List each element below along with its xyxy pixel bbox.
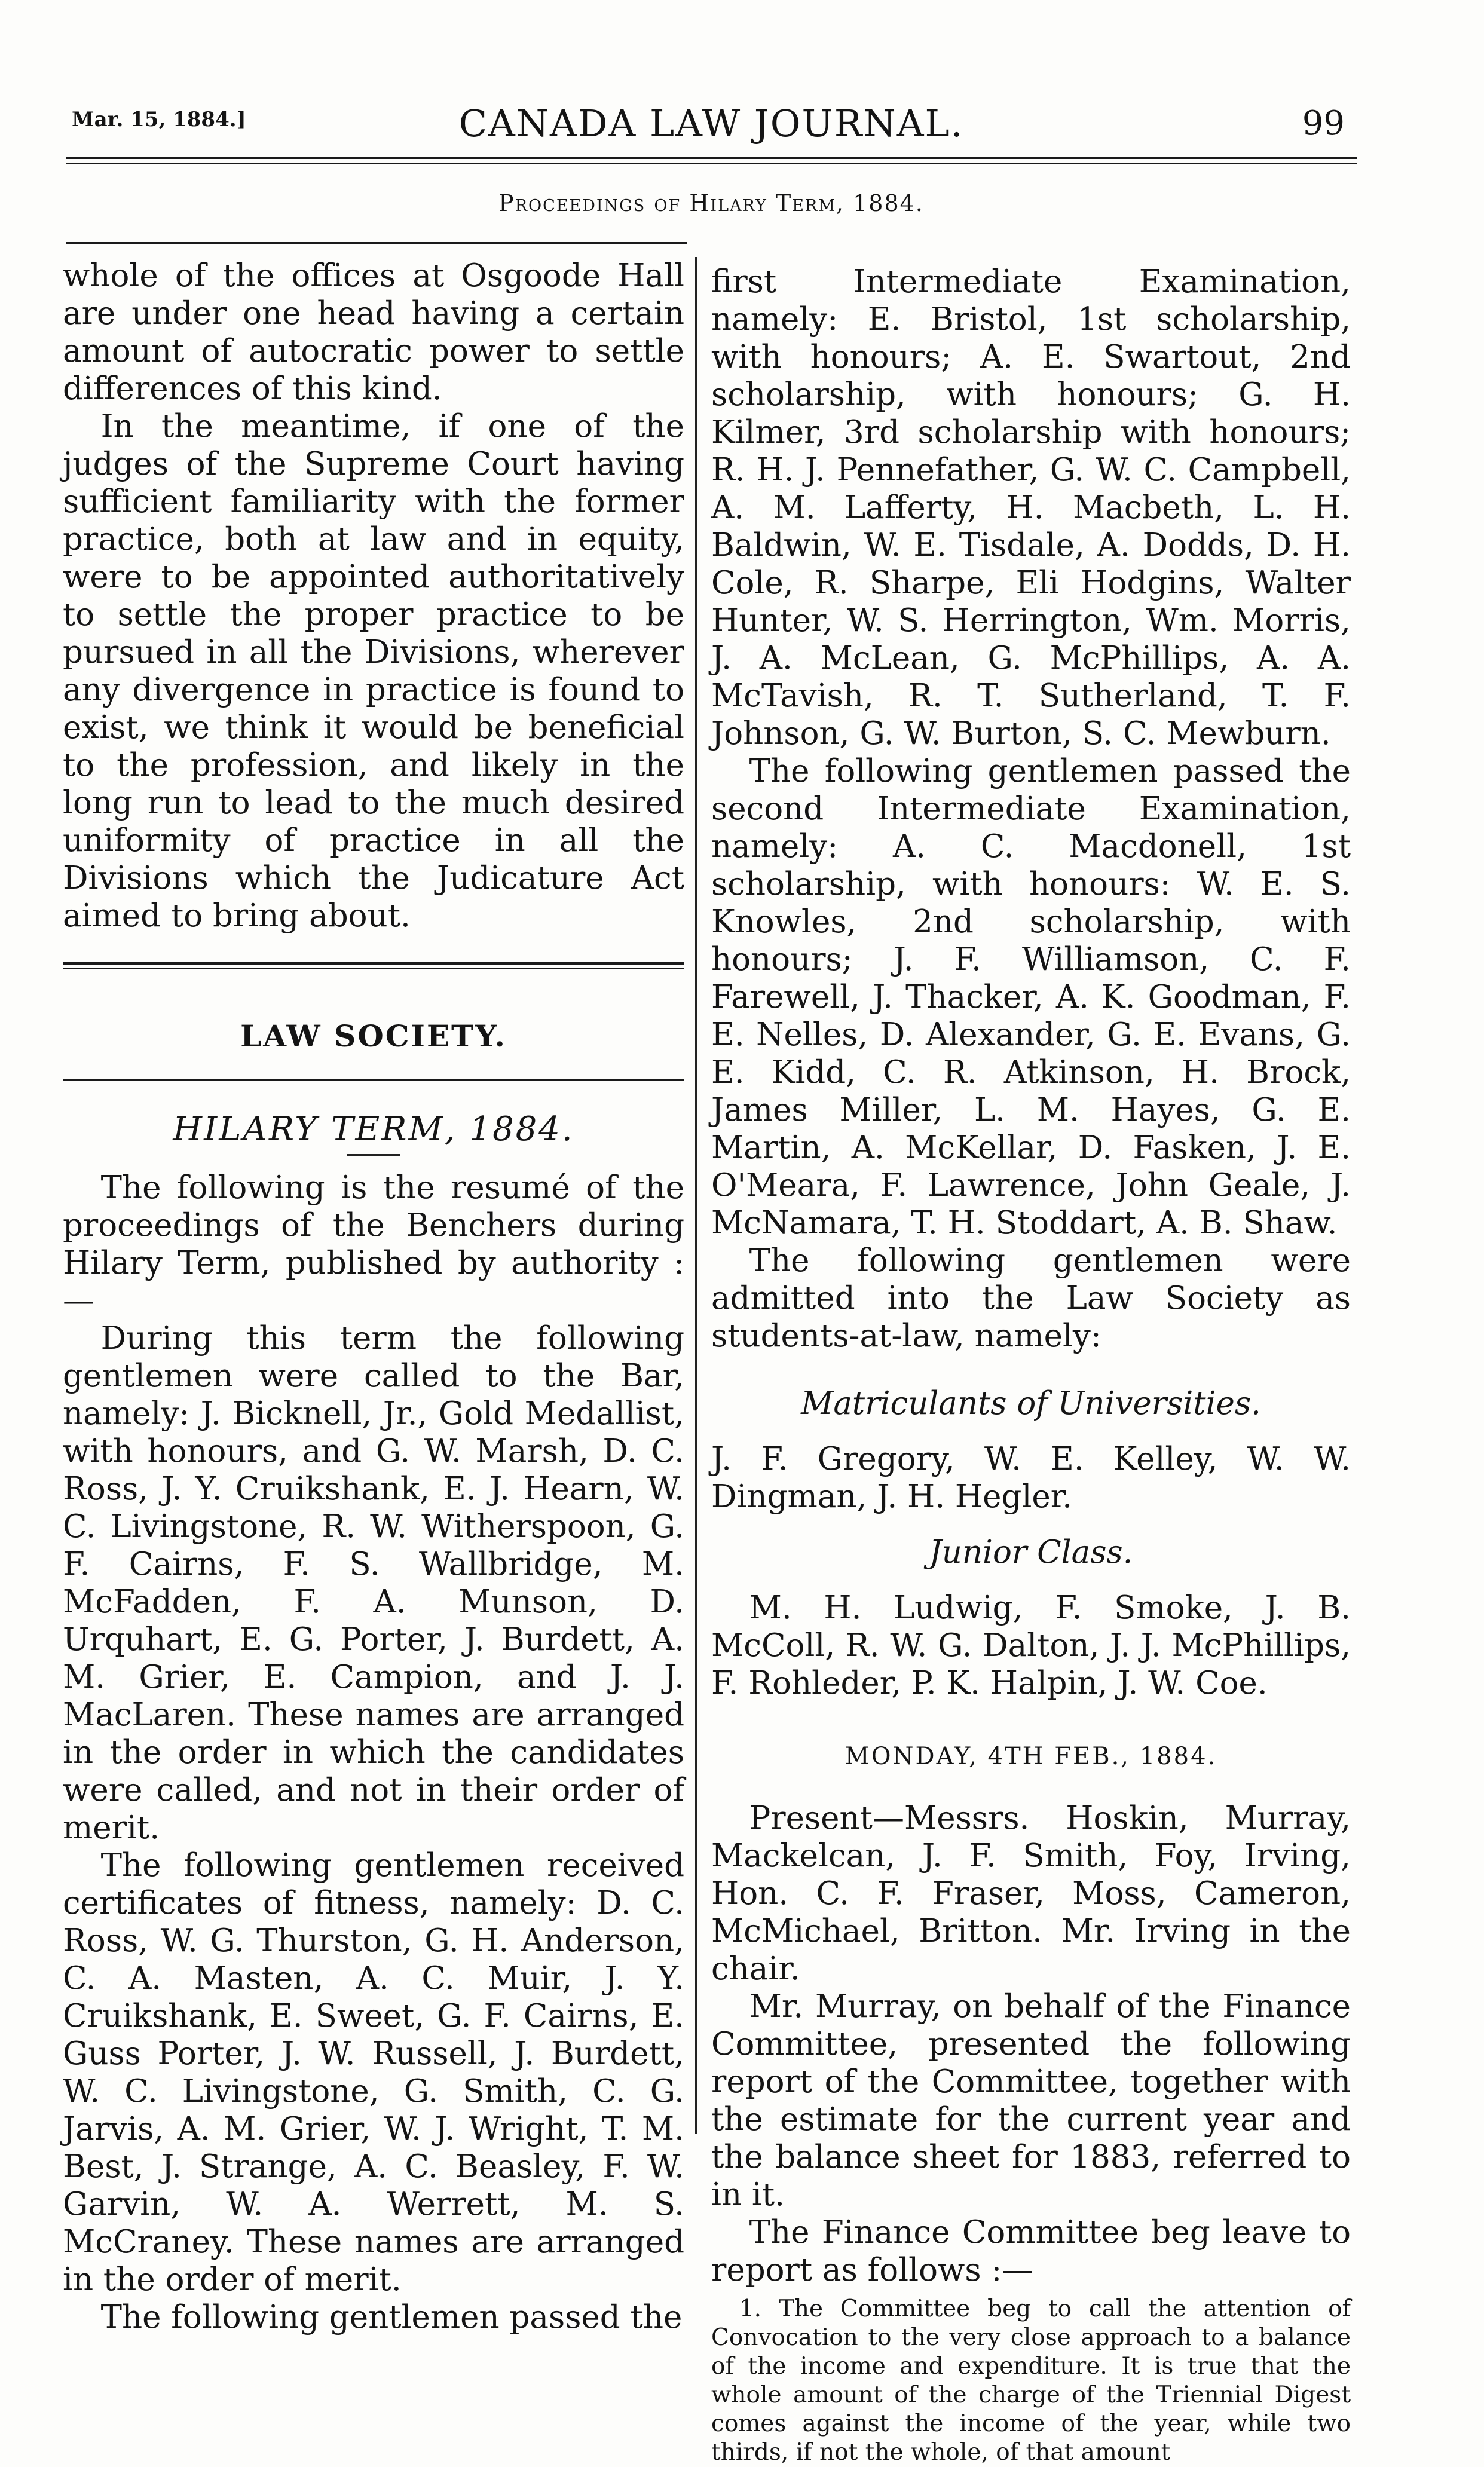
paragraph: The following gentlemen were admitted into the Law Society as students-at-law, namely:	[711, 1242, 1351, 1354]
paragraph: whole of the offices at Osgoode Hall are under one head having a certain amount of autocratic power to settle differences of this kind.	[63, 258, 684, 407]
paragraph: The following is the resumé of the proceedings of the Benchers during Hilary Term, published by authority :—	[63, 1170, 684, 1319]
section-double-rule	[63, 962, 684, 965]
paragraph: Mr. Murray, on behalf of the Finance Committee, presented the following report of the Committee, together with the estimate for the current year and the balance sheet for 1883, referred to in it.	[711, 1988, 1351, 2213]
header-rule-top	[66, 157, 1357, 159]
left-column	[63, 257, 684, 2336]
paragraph: The Finance Committee beg leave to report as follows :—	[711, 2214, 1351, 2288]
paragraph: first Intermediate Examination, namely: E. Bristol, 1st scholarship, with honours; A. E. Swartout, 2nd scholarship, with honours; G. H. Kilmer, 3rd scholarship with honours; R. H. J. Pennefather, G. W. C. Campbell, A. M. Lafferty, H. Macbeth, L. H. Baldwin, W. E. Tisdale, A. Dodds, D. H. Cole, R. Sharpe, Eli Hodgins, Walter Hunter, W. S. Herrington, Wm. Morris, J. A. McLean, G. McPhillips, A. A. McTavish, R. T. Sutherland, T. F. Johnson, G. W. Burton, S. C. Mewburn.	[711, 264, 1351, 752]
junior-class-heading: Junior Class.	[929, 1534, 1133, 1571]
paragraph: Present—Messrs. Hoskin, Murray, Mackelcan, J. F. Smith, Foy, Irving, Hon. C. F. Fraser, Moss, Cameron, McMichael, Britton. Mr. Irving in the chair.	[711, 1800, 1351, 1987]
subheader-rule-left	[66, 242, 687, 244]
meeting-date-heading: MONDAY, 4TH FEB., 1884.	[844, 1743, 1217, 1770]
journal-title: CANADA LAW JOURNAL.	[458, 102, 964, 145]
paragraph: M. H. Ludwig, F. Smoke, J. B. McColl, R. W. G. Dalton, J. J. McPhillips, F. Rohleder, P. K. Halpin, J. W. Coe.	[711, 1590, 1351, 1701]
page-header	[66, 90, 1357, 161]
paragraph: The following gentlemen received certificates of fitness, namely: D. C. Ross, W. G. Thurston, G. H. Anderson, C. A. Masten, A. C. Muir, J. Y. Cruikshank, E. Sweet, G. F. Cairns, E. Guss Porter, J. W. Russell, J. Burdett, W. C. Livingstone, G. Smith, C. G. Jarvis, A. M. Grier, W. J. Wright, T. M. Best, J. Strange, A. C. Beasley, F. W. Garvin, W. A. Werrett, M. S. McCraney. These names are arranged in the order of merit.	[63, 1847, 684, 2298]
section-rule	[63, 1079, 684, 1081]
page-number: 99	[1302, 104, 1345, 143]
paragraph: J. F. Gregory, W. E. Kelley, W. W. Dingman, J. H. Hegler.	[711, 1441, 1351, 1515]
paragraph: 1. The Committee beg to call the attention of Convocation to the very close approach to a balance of the income and expenditure. It is true that the whole amount of the charge of the Triennial Digest comes against the income of the year, while two thirds, if not the whole, of that amount	[711, 2295, 1351, 2466]
section-heading: LAW SOCIETY.	[240, 1018, 507, 1054]
paragraph: In the meantime, if one of the judges of the Supreme Court having sufficient familiarity with the former practice, both at law and in equity, were to be appointed authoritatively to settle the proper practice to be pursued in all the Divisions, wherever any divergence in practice is found to exist, we think it would be beneficial to the profession, and likely in the long run to lead to the much desired uniformity of practice in all the Divisions which the Judicature Act aimed to bring about.	[63, 408, 684, 934]
right-column	[711, 263, 1351, 2467]
header-rule-bottom	[66, 163, 1357, 164]
matriculants-heading: Matriculants of Universities.	[801, 1385, 1261, 1422]
running-subheader: Proceedings of Hilary Term, 1884.	[498, 190, 924, 216]
column-divider	[695, 257, 697, 2134]
section-double-rule-thin	[63, 968, 684, 969]
issue-date: Mar. 15, 1884.]	[72, 108, 246, 131]
paragraph: The following gentlemen passed the	[100, 2299, 683, 2336]
paragraph: During this term the following gentlemen were called to the Bar, namely: J. Bicknell, Jr., Gold Medallist, with honours, and G. W. Marsh, D. C. Ross, J. Y. Cruikshank, E. J. Hearn, W. C. Livingstone, R. W. Witherspoon, G. F. Cairns, F. S. Wallbridge, M. McFadden, F. A. Munson, D. Urquhart, E. G. Porter, J. Burdett, A. M. Grier, E. Campion, and J. J. MacLaren. These names are arranged in the order in which the candidates were called, and not in their order of merit.	[63, 1320, 684, 1846]
short-rule	[347, 1154, 400, 1156]
term-heading: HILARY TERM, 1884.	[173, 1110, 574, 1149]
paragraph: The following gentlemen passed the second Intermediate Examination, namely: A. C. Macdonell, 1st scholarship, with honours: W. E. S. Knowles, 2nd scholarship, with honours; J. F. Williamson, C. F. Farewell, J. Thacker, A. K. Goodman, F. E. Nelles, D. Alexander, G. E. Evans, G. E. Kidd, C. R. Atkinson, H. Brock, James Miller, L. M. Hayes, G. E. Martin, A. McKellar, D. Fasken, J. E. O'Meara, F. Lawrence, John Geale, J. McNamara, T. H. Stoddart, A. B. Shaw.	[711, 753, 1351, 1241]
